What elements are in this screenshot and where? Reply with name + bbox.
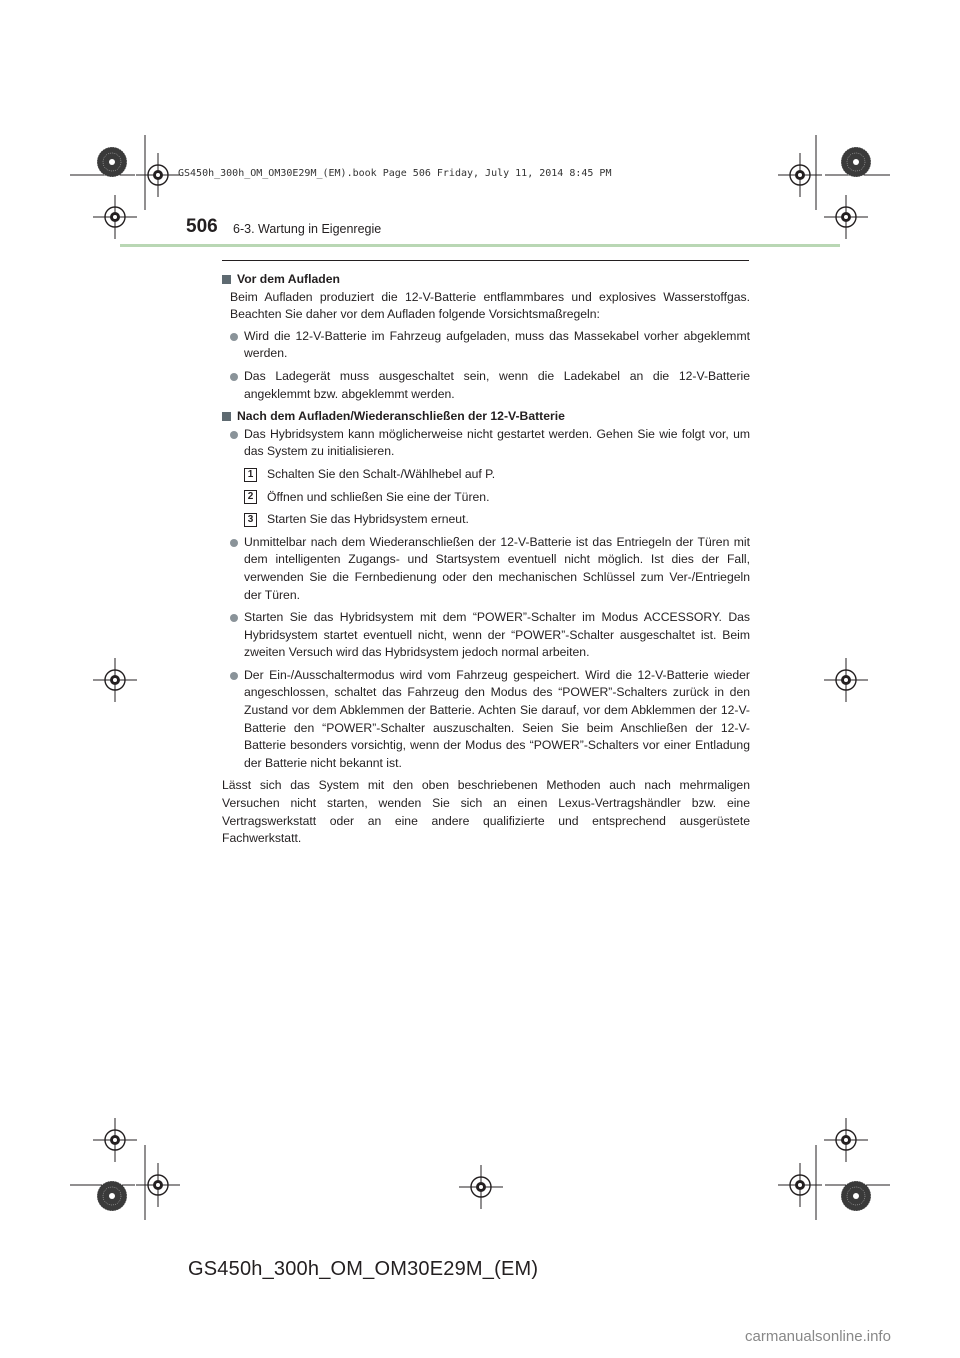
list-item: Starten Sie das Hybridsystem mit dem “POWER”-Schalter im Modus ACCESSORY. Das Hybridsystem startet eventuell nicht, wenn der “POWER”-Schalter ausgeschaltet ist. Beim zweiten Versuch wird das Hybridsystem jedoch normal arbeiten. xyxy=(222,609,750,662)
page-number: 506 xyxy=(186,216,218,237)
closing-paragraph: Lässt sich das System mit den oben beschriebenen Methoden auch nach mehrmaligen Versuchen nicht starten, wenden Sie sich an einen Lexus-Vertragshändler bzw. eine Vertragswerkstatt oder an eine andere qualifizierte und entsprechend ausgerüstete Fachwerkstatt. xyxy=(222,778,750,846)
circle-bullet-icon xyxy=(230,614,238,622)
step-number: 1 xyxy=(244,468,257,482)
header-rule xyxy=(120,244,840,247)
list-item: Der Ein-/Ausschaltermodus wird vom Fahrzeug gespeichert. Wird die 12-V-Batterie wieder angeschlossen, schaltet das Fahrzeug den Modus des “POWER”-Schalters zurück in den Zustand vor dem Abklemmen der Batterie. Achten Sie darauf, vor dem Abklemmen der 12-V-Batterie den “POWER”-Schalter auszuschalten. Seien Sie beim Anschließen der 12-V-Batterie besonders vorsichtig, wenn der Modus des “POWER”-Schalters vor einer Entladung der Batterie nicht bekannt ist. xyxy=(222,667,750,773)
list-item: Das Hybridsystem kann möglicherweise nicht gestartet werden. Gehen Sie wie folgt vor, um das System zu initialisieren. xyxy=(222,426,750,461)
circle-bullet-icon xyxy=(230,539,238,547)
step-item: 1 Schalten Sie den Schalt-/Wählhebel auf P. xyxy=(244,466,750,484)
circle-bullet-icon xyxy=(230,333,238,341)
section-title: 6-3. Wartung in Eigenregie xyxy=(233,222,382,236)
footer-doc-code: GS450h_300h_OM_OM30E29M_(EM) xyxy=(188,1258,539,1280)
circle-bullet-icon xyxy=(230,373,238,381)
square-bullet-icon xyxy=(222,275,231,284)
list-item: Das Ladegerät muss ausgeschaltet sein, wenn die Ladekabel an die 12-V-Batterie angeklemmt bzw. abgeklemmt werden. xyxy=(222,368,750,403)
list-item: Wird die 12-V-Batterie im Fahrzeug aufgeladen, muss das Massekabel vorher abgeklemmt werden. xyxy=(222,328,750,363)
list-item: Unmittelbar nach dem Wiederanschließen der 12-V-Batterie ist das Entriegeln der Türen mit dem intelligenten Zugangs- und Startsystem eventuell nicht möglich. Ist dies der Fall, verwenden Sie die Fernbedienung oder den mechanischen Schlüssel zum Ver-/Entriegeln der Türen. xyxy=(222,534,750,604)
step-number: 3 xyxy=(244,513,257,527)
watermark: carmanualsonline.info xyxy=(745,1328,891,1345)
square-bullet-icon xyxy=(222,412,231,421)
section-intro: Beim Aufladen produziert die 12-V-Batterie entflammbares und explosives Wasserstoffgas. Beachten Sie daher vor dem Aufladen folgende Vorsichtsmaßregeln: xyxy=(230,289,750,322)
circle-bullet-icon xyxy=(230,672,238,680)
step-item: 2 Öffnen und schließen Sie eine der Türen. xyxy=(244,489,750,507)
section-heading: Nach dem Aufladen/Wiederanschließen der 12-V-Batterie xyxy=(222,408,750,426)
circle-bullet-icon xyxy=(230,431,238,439)
section-heading: Vor dem Aufladen xyxy=(222,271,750,289)
page-content xyxy=(222,268,750,848)
book-file-info: GS450h_300h_OM_OM30E29M_(EM).book Page 506 Friday, July 11, 2014 8:45 PM xyxy=(178,168,612,179)
step-item: 3 Starten Sie das Hybridsystem erneut. xyxy=(244,511,750,529)
step-number: 2 xyxy=(244,490,257,504)
content-rule xyxy=(222,260,749,261)
